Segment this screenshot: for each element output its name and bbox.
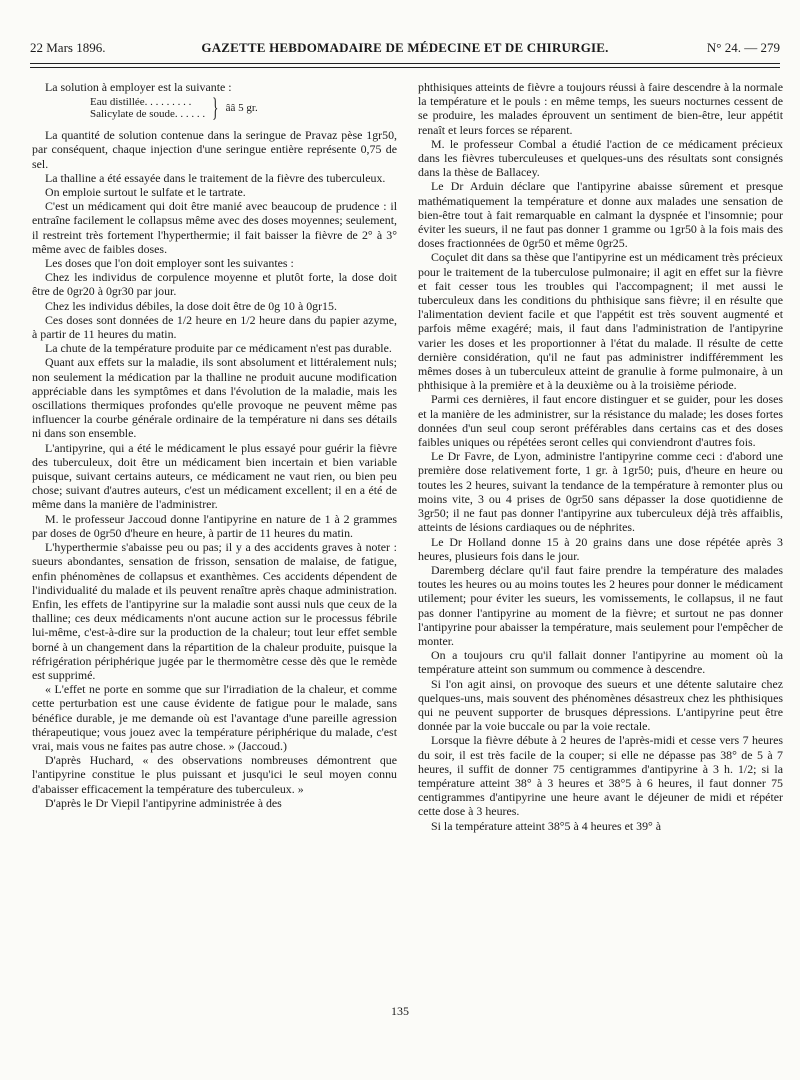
formula-quantity: ââ 5 gr. <box>225 102 258 115</box>
paragraph: Le Dr Holland donne 15 à 20 grains dans une dose répétée après 3 heures, plusieurs fois dans le jour. <box>418 534 783 563</box>
paragraph: Chez les individus de corpulence moyenne et plutôt forte, la dose doit être de 0gr20 à 0gr30 par jour. <box>32 270 397 299</box>
journal-title: GAZETTE HEBDOMADAIRE DE MÉDECINE ET DE CHIRURGIE. <box>201 40 609 55</box>
formula-line: Eau distillée. . . . . . . . . <box>90 96 192 109</box>
paragraph: L'antipyrine, qui a été le médicament le plus essayé pour guérir la fièvre des tuberculeux, doit être un médicament bien incertain et bien variable puisque, suivant certains auteurs, ce médicament ne vaut rien, ou bien peu chose; suivant d'autres auteurs, c'est un médicament excellent; il en a été de même dans la manière de l'administrer. <box>32 440 397 512</box>
paragraph: Lorsque la fièvre débute à 2 heures de l'après-midi et cesse vers 7 heures du soir, il est très facile de la couper; si elle ne dépasse pas 38° de 5 à 7 heures, il suffit de donner 75 centigrammes d'antipyrine à 3 h. 1/2; si la température atteint 38° à 3 heures et 38°5 à 6 heures, il faut donner 75 centigrammes d'antipyrine une heure avant le déjeuner de midi et répéter cette dose à 3 heures. <box>418 733 783 819</box>
header-rule-top <box>30 63 780 64</box>
paragraph: M. le professeur Jaccoud donne l'antipyrine en nature de 1 à 2 grammes par doses de 0gr50 d'heure en heure, à partir de 11 heures du matin. <box>32 511 397 540</box>
paragraph: phthisiques atteints de fièvre a toujours réussi à faire descendre à la normale la température et le pouls : en même temps, les sueurs nocturnes cessent de se produire, les malades éprouvent un sentiment de bien-être, leur appétit renaît et leurs forces se réparent. <box>418 80 783 137</box>
left-column <box>32 80 397 810</box>
folio-number: 135 <box>391 1004 409 1018</box>
paragraph: L'hyperthermie s'abaisse peu ou pas; il y a des accidents graves à noter : sueurs abondantes, sensation de frisson, sensation de malaise, de fatigue, enfin phénomènes de collapsus et exanthèmes. Ces accidents dépendent de l'individualité du malade et ils peuvent renaître après chaque administration. Enfin, les effets de l'antipyrine sur la maladie sont aussi nuls que ceux de la thalline; ces deux médicaments n'ont aucune action sur le processus fébrile lui-même, c'est-à-dire sur la production de la chaleur; tout leur effet semble borné à un changement dans la répartition de la chaleur produite, puisque la réfrigération périphérique jugée par le thermomètre cesse dès que le remède est supprimé. <box>32 540 397 682</box>
paragraph: Quant aux effets sur la maladie, ils sont absolument et littéralement nuls; non seulement la médication par la thalline ne produit aucune modification appréciable dans les symptômes et dans l'évolution de la maladie, mais les oscillations thermiques profondes qu'elle provoque ne peuvent même pas influencer la courbe générale ordinaire de la température ni dans ses détails ni dans son ensemble. <box>32 355 397 441</box>
solution-formula <box>90 93 397 123</box>
header-date: 22 Mars 1896. <box>30 40 106 55</box>
paragraph: Chez les individus débiles, la dose doit être de 0g 10 à 0gr15. <box>45 298 337 313</box>
paragraph: Si la température atteint 38°5 à 4 heures et 39° à <box>431 818 662 833</box>
paragraph: On a toujours cru qu'il fallait donner l'antipyrine au moment où la température atteint son summum ou commence à descendre. <box>418 648 783 677</box>
paragraph: Le Dr Favre, de Lyon, administre l'antipyrine comme ceci : d'abord une première dose relativement forte, 1 gr. à 1gr50; puis, d'heure en heure ou toutes les 2 heures, suivant la tendance de la température à remonter plus ou moins vite, 3 ou 4 prises de 0gr50 sans dépasser la dose quotidienne de 3gr50; il ne faut pas donner l'antipyrine aux tuberculeux déjà très affaiblis, atteints de lésions cardiaques ou de néphrites. <box>418 449 783 535</box>
paragraph: « L'effet ne porte en somme que sur l'irradiation de la chaleur, et comme cette perturbation est une cause évidente de fatigue pour le malade, sans bénéfice durable, je me demande où est l'avantage d'une pareille agression thérapeutique; vous jouez avec la température périphérique du malade, c'est vrai, mais vous ne faites pas autre chose. » (Jaccoud.) <box>32 682 397 753</box>
paragraph: Ces doses sont données de 1/2 heure en 1/2 heure dans du papier azyme, à partir de 11 heures du matin. <box>32 312 397 342</box>
formula-intro: La solution à employer est la suivante : <box>45 80 232 94</box>
running-header <box>30 40 780 62</box>
paragraph: Daremberg déclare qu'il faut faire prendre la température des malades toutes les heures ou au moins toutes les 2 heures pour donner le médicament utilement; pour éviter les sueurs, les vomissements, le collapsus, il ne faut pas donner l'antipyrine au moment de la fièvre; et surtout ne pas donner l'antipyrine pour abaisser la température, mais seulement pour l'empêcher de monter. <box>418 562 783 648</box>
paragraph: M. le professeur Combal a étudié l'action de ce médicament précieux dans les fièvres tuberculeuses et quelques-uns des résultats sont consignés dans la thèse de Ballacey. <box>418 136 783 180</box>
paragraph: Parmi ces dernières, il faut encore distinguer et se guider, pour les doses et la manière de les administrer, sur la résistance du malade; les doses fortes données d'un seul coup seront préférables dans certains cas et des doses faibles uniques ou répétées seront celles qui conviendront d'autres fois. <box>418 392 783 450</box>
header-rule-bottom <box>30 67 780 68</box>
right-column <box>418 80 783 833</box>
paragraph: La thalline a été essayée dans le traitement de la fièvre des tuberculeux. <box>45 170 386 185</box>
paragraph: Si l'on agit ainsi, on provoque des sueurs et une détente salutaire chez quelques-uns, mais souvent des phénomènes désastreux chez les phthisiques qui ne peuvent supporter de brusques dépressions. L'antipyrine peut être donnée par la voie buccale ou par la voie rectale. <box>418 676 783 734</box>
paragraph: C'est un médicament qui doit être manié avec beaucoup de prudence : il entraîne facilement le collapsus même avec des doses moyennes; seulement, il restreint très fortement l'hyperthermie; il fait baisser la fièvre de 2° à 3° même avec de faibles doses. <box>32 199 397 256</box>
brace-glyph: } <box>212 93 219 123</box>
paragraph: Coçulet dit dans sa thèse que l'antipyrine est un médicament très précieux pour le traitement de la tuberculose pulmonaire; il agit en effet sur la fièvre et fait cesser tous les troubles qui l'accompagnent; il met aussi le tuberculeux dans les conditions du phthisique sans fièvre; il en résulte que l'alimentation devient facile et que l'appétit est très souvent augmenté et parfois même exagéré; mais, il faut dans l'administration de l'antipyrine varier les doses et les proportionner à l'état du malade. Il résulte de cette dernière considération, qu'il ne faut pas administrer indifféremment les mêmes doses à un tuberculeux atteint de granulie à forme pulmonaire, à un phthisique à la première et à la deuxième ou à la troisième période. <box>418 250 783 393</box>
paragraph: On emploie surtout le sulfate et le tartrate. <box>45 185 246 200</box>
formula-line: Salicylate de soude. . . . . . <box>90 108 206 121</box>
paragraph: Les doses que l'on doit employer sont les suivantes : <box>45 256 294 271</box>
paragraph: La quantité de solution contenue dans la seringue de Pravaz pèse 1gr50, par conséquent, chaque injection d'une seringue entière représente 0,75 de sel. <box>32 128 397 171</box>
paragraph: La chute de la température produite par ce médicament n'est pas durable. <box>45 341 392 356</box>
paragraph: D'après Huchard, « des observations nombreuses démontrent que l'antipyrine constitue le plus puissant et jusqu'ici le seul moyen connu d'abaisser efficacement la température des tuberculeux. » <box>32 753 397 796</box>
issue-page-number: N° 24. — 279 <box>706 40 780 55</box>
paragraph: Le Dr Arduin déclare que l'antipyrine abaisse sûrement et presque mathématiquement la température et donne aux malades une sensation de bien-être tout à fait remarquable en calmant la dyspnée et l'insomnie; pour éviter les sueurs, il ne faut pas donner 1 gramme ou 1gr50 à la fois mais des doses fractionnées de 0gr50 et même 0gr25. <box>418 179 783 251</box>
paragraph: D'après le Dr Viepil l'antipyrine administrée à des <box>45 795 282 810</box>
